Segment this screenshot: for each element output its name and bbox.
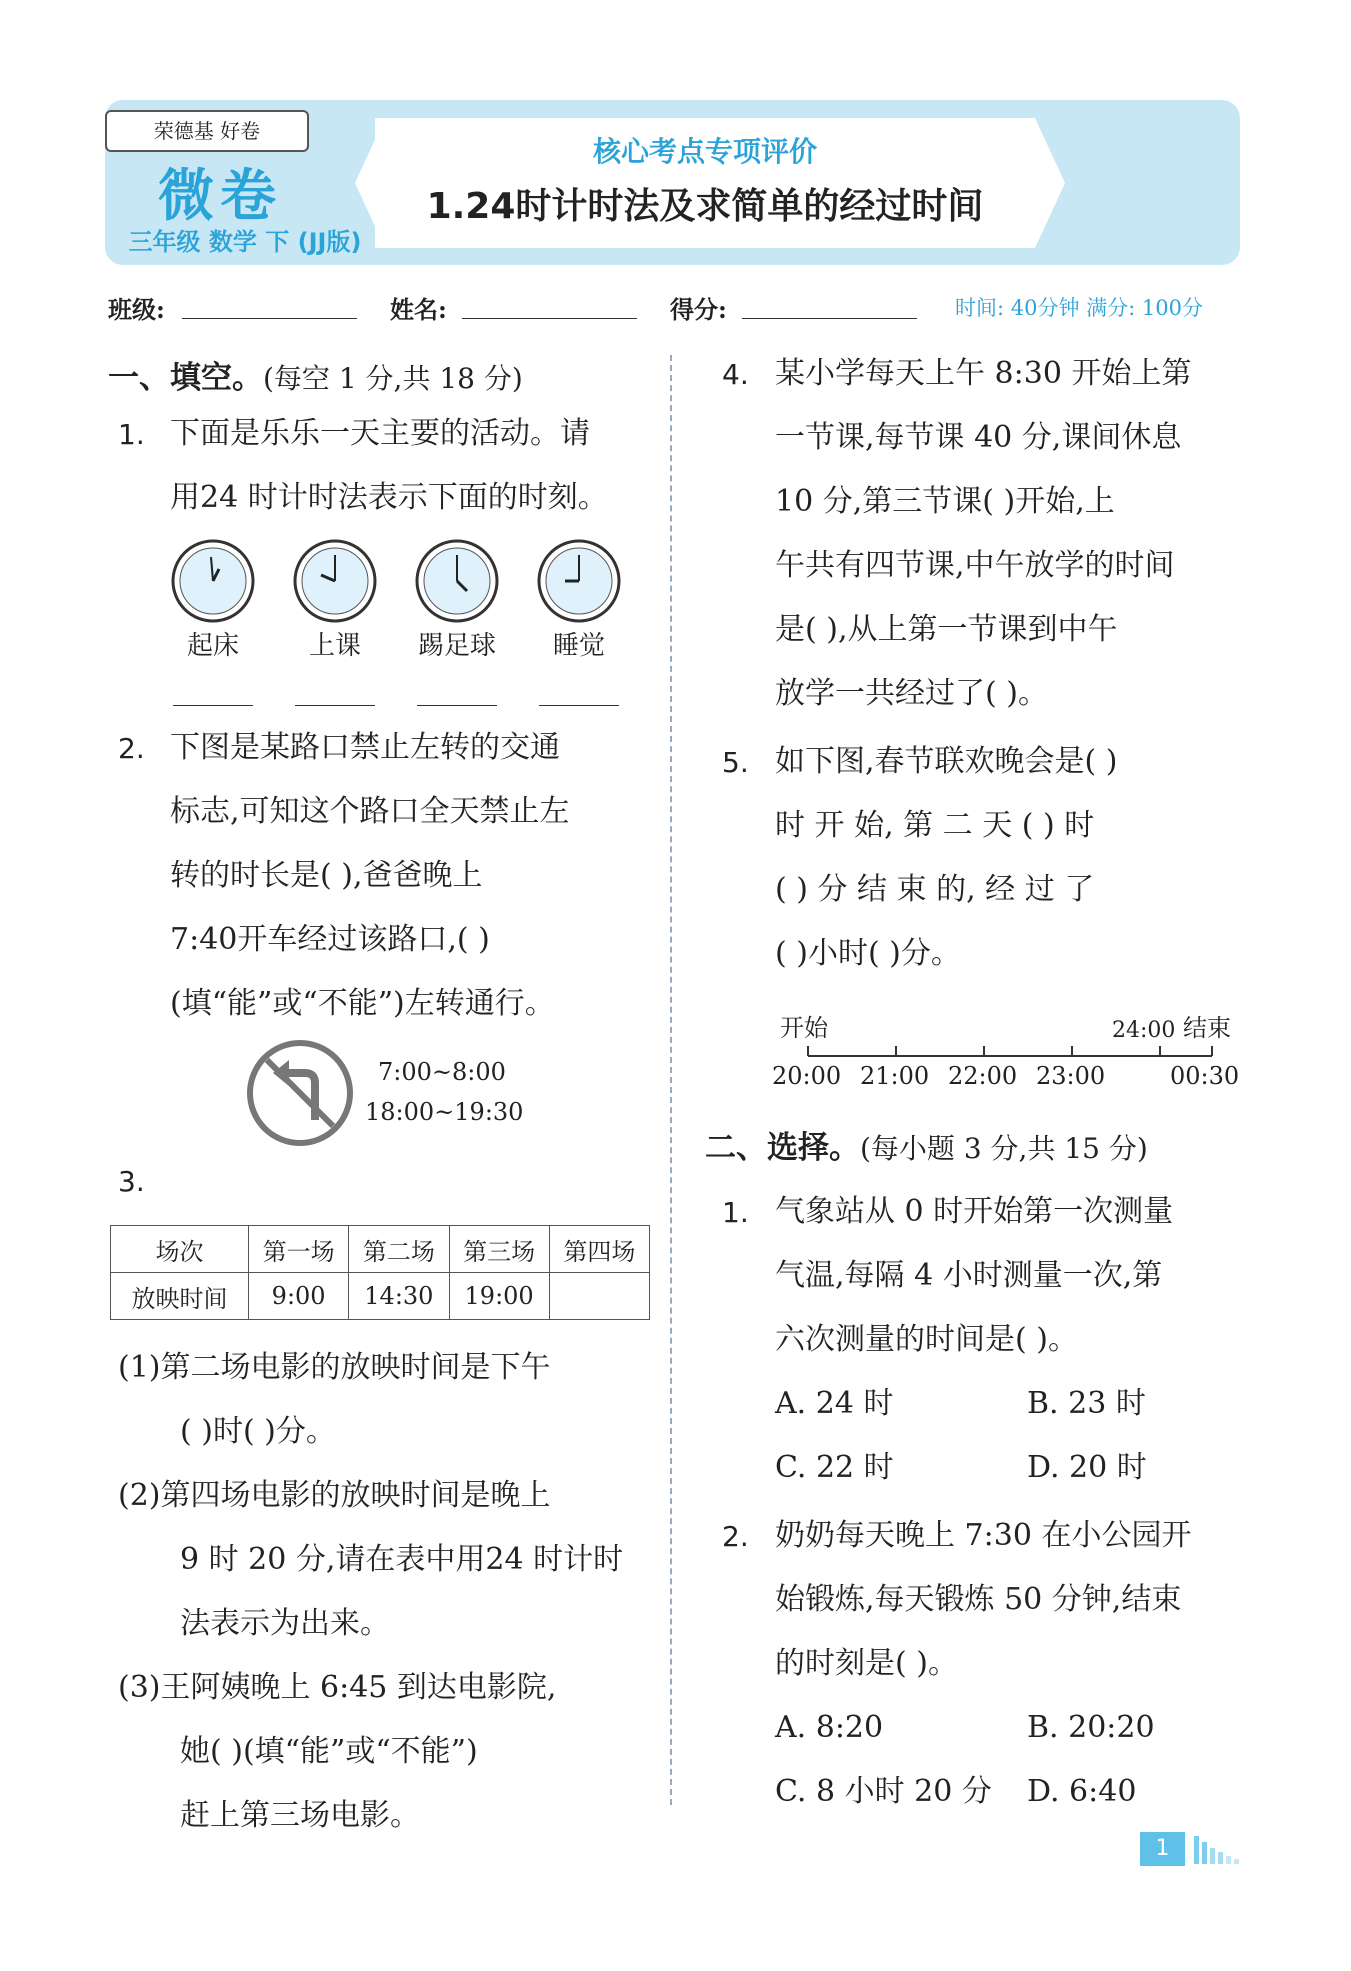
table-cell: 第三场 bbox=[449, 1226, 549, 1273]
timeline-tick: 20:00 bbox=[772, 1062, 842, 1090]
score-field[interactable] bbox=[742, 318, 917, 319]
s2-q2-text: 奶奶每天晚上 7:30 在小公园开 始锻炼,每天锻炼 50 分钟,结束 的时刻是( )。 bbox=[775, 1518, 1192, 1681]
sign-time-2: 18:00~19:30 bbox=[365, 1098, 524, 1126]
table-cell: 9:00 bbox=[249, 1273, 349, 1320]
option-a[interactable]: A. 8:20 bbox=[775, 1710, 884, 1745]
page-decoration-icon bbox=[1192, 1832, 1242, 1866]
clock-icon bbox=[417, 541, 497, 621]
option-a[interactable]: A. 24 时 bbox=[775, 1386, 894, 1421]
score-label: 得分: bbox=[670, 295, 727, 324]
table-cell-answer[interactable] bbox=[549, 1273, 649, 1320]
table-cell: 第四场 bbox=[549, 1226, 649, 1273]
q3-sub2: (2)第四场电影的放映时间是晚上 9 时 20 分,请在表中用24 时计时 法表示为出来。 bbox=[118, 1478, 624, 1641]
page-number: 1 bbox=[1140, 1832, 1185, 1866]
timeline-tick: 22:00 bbox=[948, 1062, 1018, 1090]
q3-sub1: (1)第二场电影的放映时间是下午 ( )时( )分。 bbox=[118, 1350, 551, 1449]
s2-q1-text: 气象站从 0 时开始第一次测量 气温,每隔 4 小时测量一次,第 六次测量的时间是( )。 bbox=[775, 1194, 1174, 1357]
clock-label-football: 踢足球 bbox=[417, 631, 496, 661]
answer-blank[interactable] bbox=[539, 705, 619, 706]
option-c[interactable]: C. 22 时 bbox=[775, 1450, 894, 1485]
q5-text: 如下图,春节联欢晚会是( ) 时 开 始, 第 二 天 ( ) 时 ( ) 分 结 束 的, 经 过 了 ( )小时( )分。 bbox=[775, 744, 1118, 971]
table-row bbox=[111, 1226, 650, 1273]
series-name: 微卷 bbox=[158, 164, 282, 229]
option-b[interactable]: B. 23 时 bbox=[1027, 1386, 1146, 1421]
time-score-info: 时间: 40分钟 满分: 100分 bbox=[955, 296, 1203, 320]
q3-sub3: (3)王阿姨晚上 6:45 到达电影院, 她( )(填“能”或“不能”) 赶上第三场电影。 bbox=[118, 1670, 557, 1833]
answer-blank[interactable] bbox=[295, 705, 375, 706]
q3-number: 3. bbox=[118, 1165, 145, 1198]
grade-label: 三年级 数学 下 (JJ版) bbox=[128, 228, 362, 256]
answer-blank[interactable] bbox=[417, 705, 497, 706]
answer-blank[interactable] bbox=[173, 705, 253, 706]
clock-label-class: 上课 bbox=[308, 631, 361, 661]
option-d[interactable]: D. 20 时 bbox=[1027, 1450, 1147, 1485]
section1-title: 一、填空。(每空 1 分,共 18 分) bbox=[108, 360, 523, 396]
timeline-tick: 21:00 bbox=[860, 1062, 930, 1090]
s2-q1-number: 1. bbox=[722, 1196, 749, 1229]
clock-label-wakeup: 起床 bbox=[186, 631, 239, 661]
table-cell: 14:30 bbox=[349, 1273, 449, 1320]
option-b[interactable]: B. 20:20 bbox=[1027, 1710, 1155, 1745]
q4-number: 4. bbox=[722, 358, 749, 391]
q1-text: 下面是乐乐一天主要的活动。请 用24 时计时法表示下面的时刻。 bbox=[170, 416, 608, 515]
timeline-midnight-label: 24:00 bbox=[1112, 1018, 1176, 1043]
name-label: 姓名: bbox=[390, 295, 447, 324]
table-cell: 第一场 bbox=[249, 1226, 349, 1273]
option-d[interactable]: D. 6:40 bbox=[1027, 1774, 1137, 1809]
q5-number: 5. bbox=[722, 746, 749, 779]
clock-row bbox=[165, 535, 645, 635]
clock-icon bbox=[539, 541, 619, 621]
table-row bbox=[111, 1273, 650, 1320]
clock-label-sleep: 睡觉 bbox=[552, 631, 605, 661]
title-chevron-right bbox=[1035, 118, 1065, 248]
page-subtitle: 核心考点专项评价 bbox=[592, 135, 817, 168]
column-divider bbox=[670, 355, 672, 1805]
clock-icon bbox=[173, 541, 253, 621]
table-cell: 放映时间 bbox=[111, 1273, 249, 1320]
sign-time-1: 7:00~8:00 bbox=[378, 1058, 506, 1086]
table-cell: 场次 bbox=[111, 1226, 249, 1273]
table-cell: 第二场 bbox=[349, 1226, 449, 1273]
q1-number: 1. bbox=[118, 418, 145, 451]
page-title: 1.24时计时法及求简单的经过时间 bbox=[426, 186, 984, 227]
q2-text: 下图是某路口禁止左转的交通 标志,可知这个路口全天禁止左 转的时长是( ),爸爸晚上 7:40开车经过该路口,( ) (填“能”或“不能”)左转通行。 bbox=[170, 730, 570, 1021]
section2-title: 二、选择。(每小题 3 分,共 15 分) bbox=[705, 1130, 1148, 1166]
s2-q2-number: 2. bbox=[722, 1520, 749, 1553]
table-cell: 19:00 bbox=[449, 1273, 549, 1320]
timeline-tick: 00:30 bbox=[1170, 1062, 1240, 1090]
q4-text: 某小学每天上午 8:30 开始上第 一节课,每节课 40 分,课间休息 10 分,第三节课( )开始,上 午共有四节课,中午放学的时间 是( ),从上第一节课到中午 放学一共经过了( )。 bbox=[775, 356, 1192, 711]
clock-icon bbox=[295, 541, 375, 621]
name-field[interactable] bbox=[462, 318, 637, 319]
timeline-end-label: 结束 bbox=[1183, 1014, 1231, 1042]
timeline-tick: 23:00 bbox=[1036, 1062, 1106, 1090]
option-c[interactable]: C. 8 小时 20 分 bbox=[775, 1774, 992, 1809]
q2-number: 2. bbox=[118, 732, 145, 765]
schedule-table bbox=[110, 1225, 650, 1320]
no-left-turn-sign-icon bbox=[245, 1038, 355, 1148]
brand-logo: 荣德基 好卷 bbox=[105, 110, 309, 152]
class-field[interactable] bbox=[182, 318, 357, 319]
class-label: 班级: bbox=[108, 295, 165, 324]
timeline-start-label: 开始 bbox=[780, 1014, 828, 1042]
